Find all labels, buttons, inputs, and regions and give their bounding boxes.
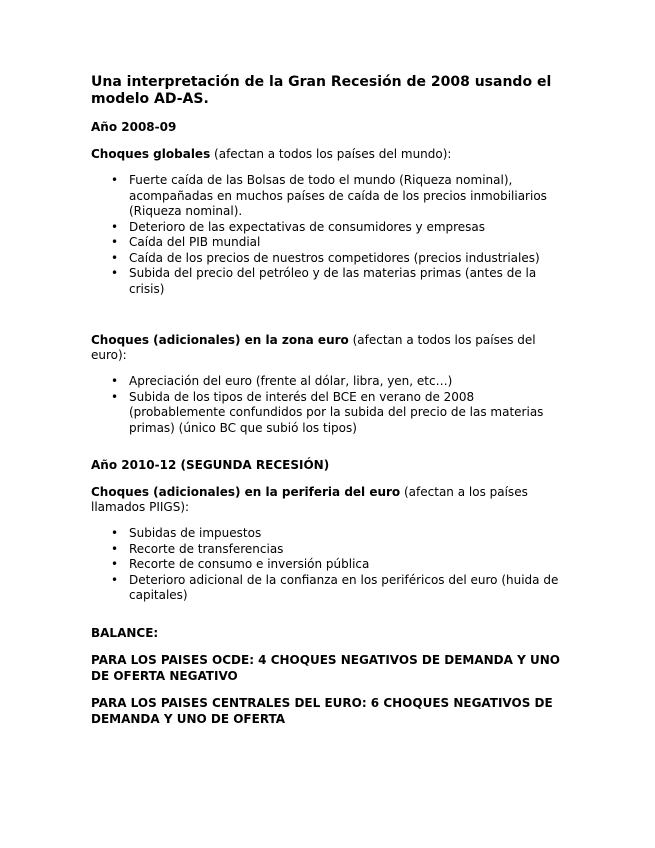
list-item: • Deterioro de las expectativas de consumidores y empresas — [111, 219, 486, 234]
list-item: • Caída de los precios de nuestros competidores (precios industriales) — [111, 250, 540, 265]
list-item: • Fuerte caída de las Bolsas de todo el mundo (Riqueza nominal), acompañadas en muchos países de caída de los precios inmobiliarios (Riqueza nominal). — [111, 173, 547, 218]
document-page — [91, 74, 571, 739]
list-item: • Caída del PIB mundial — [111, 235, 261, 249]
bullet-icon: • — [111, 266, 119, 280]
bullet-icon: • — [111, 541, 119, 556]
global-shocks-heading: Choques globales — [91, 147, 211, 161]
periphery-shocks-heading: Choques (adicionales) en la periferia del euro — [91, 485, 401, 499]
bullet-icon: • — [111, 173, 119, 187]
section-year-2010: Año 2010-12 (SEGUNDA RECESIÓN) — [91, 458, 330, 472]
bullet-icon: • — [111, 235, 119, 249]
euro-shocks-intro — [91, 333, 571, 363]
list-item: • Subidas de impuestos — [111, 526, 262, 540]
balance-label: BALANCE: — [91, 625, 159, 640]
list-item: • Deterioro adicional de la confianza en los periféricos del euro (huida de capitales) — [111, 572, 559, 602]
bullet-icon: • — [111, 219, 119, 234]
bullet-icon: • — [111, 250, 119, 265]
global-shocks-desc: (afectan a todos los países del mundo): — [210, 147, 452, 161]
periphery-shocks-desc: (afectan a los países llamados PIIGS): — [91, 485, 528, 514]
periphery-shocks-intro — [91, 485, 571, 515]
list-item: • Subida de los tipos de interés del BCE en verano de 2008 (probablemente confundidos por la subida del precio de las materias primas) (único BC que subió los tipos) — [111, 389, 544, 435]
bullet-icon: • — [111, 526, 119, 540]
global-shocks-list — [91, 173, 571, 297]
list-item: • Recorte de consumo e inversión pública — [111, 557, 370, 571]
balance-ocde: PARA LOS PAISES OCDE: 4 CHOQUES NEGATIVOS DE DEMANDA Y UNO DE OFERTA NEGATIVO — [91, 653, 560, 683]
balance-central-euro: PARA LOS PAISES CENTRALES DEL EURO: 6 CHOQUES NEGATIVOS DE DEMANDA Y UNO DE OFERTA — [91, 696, 553, 726]
list-item: • Apreciación del euro (frente al dólar, libra, yen, etc…) — [111, 374, 453, 388]
periphery-shocks-list — [91, 526, 571, 604]
euro-shocks-heading: Choques (adicionales) en la zona euro — [91, 333, 349, 347]
bullet-icon: • — [111, 374, 119, 388]
bullet-icon: • — [111, 557, 119, 571]
euro-shocks-list — [91, 374, 571, 436]
document-title: Una interpretación de la Gran Recesión de 2008 usando el modelo AD-AS. — [91, 74, 552, 107]
global-shocks-intro — [91, 147, 571, 162]
section-year-2008: Año 2008-09 — [91, 120, 177, 134]
euro-shocks-desc: (afectan a todos los países del euro): — [91, 333, 536, 362]
bullet-icon: • — [111, 572, 119, 587]
list-item: • Recorte de transferencias — [111, 541, 284, 556]
bullet-icon: • — [111, 389, 119, 404]
list-item: • Subida del precio del petróleo y de las materias primas (antes de la crisis) — [111, 266, 537, 296]
